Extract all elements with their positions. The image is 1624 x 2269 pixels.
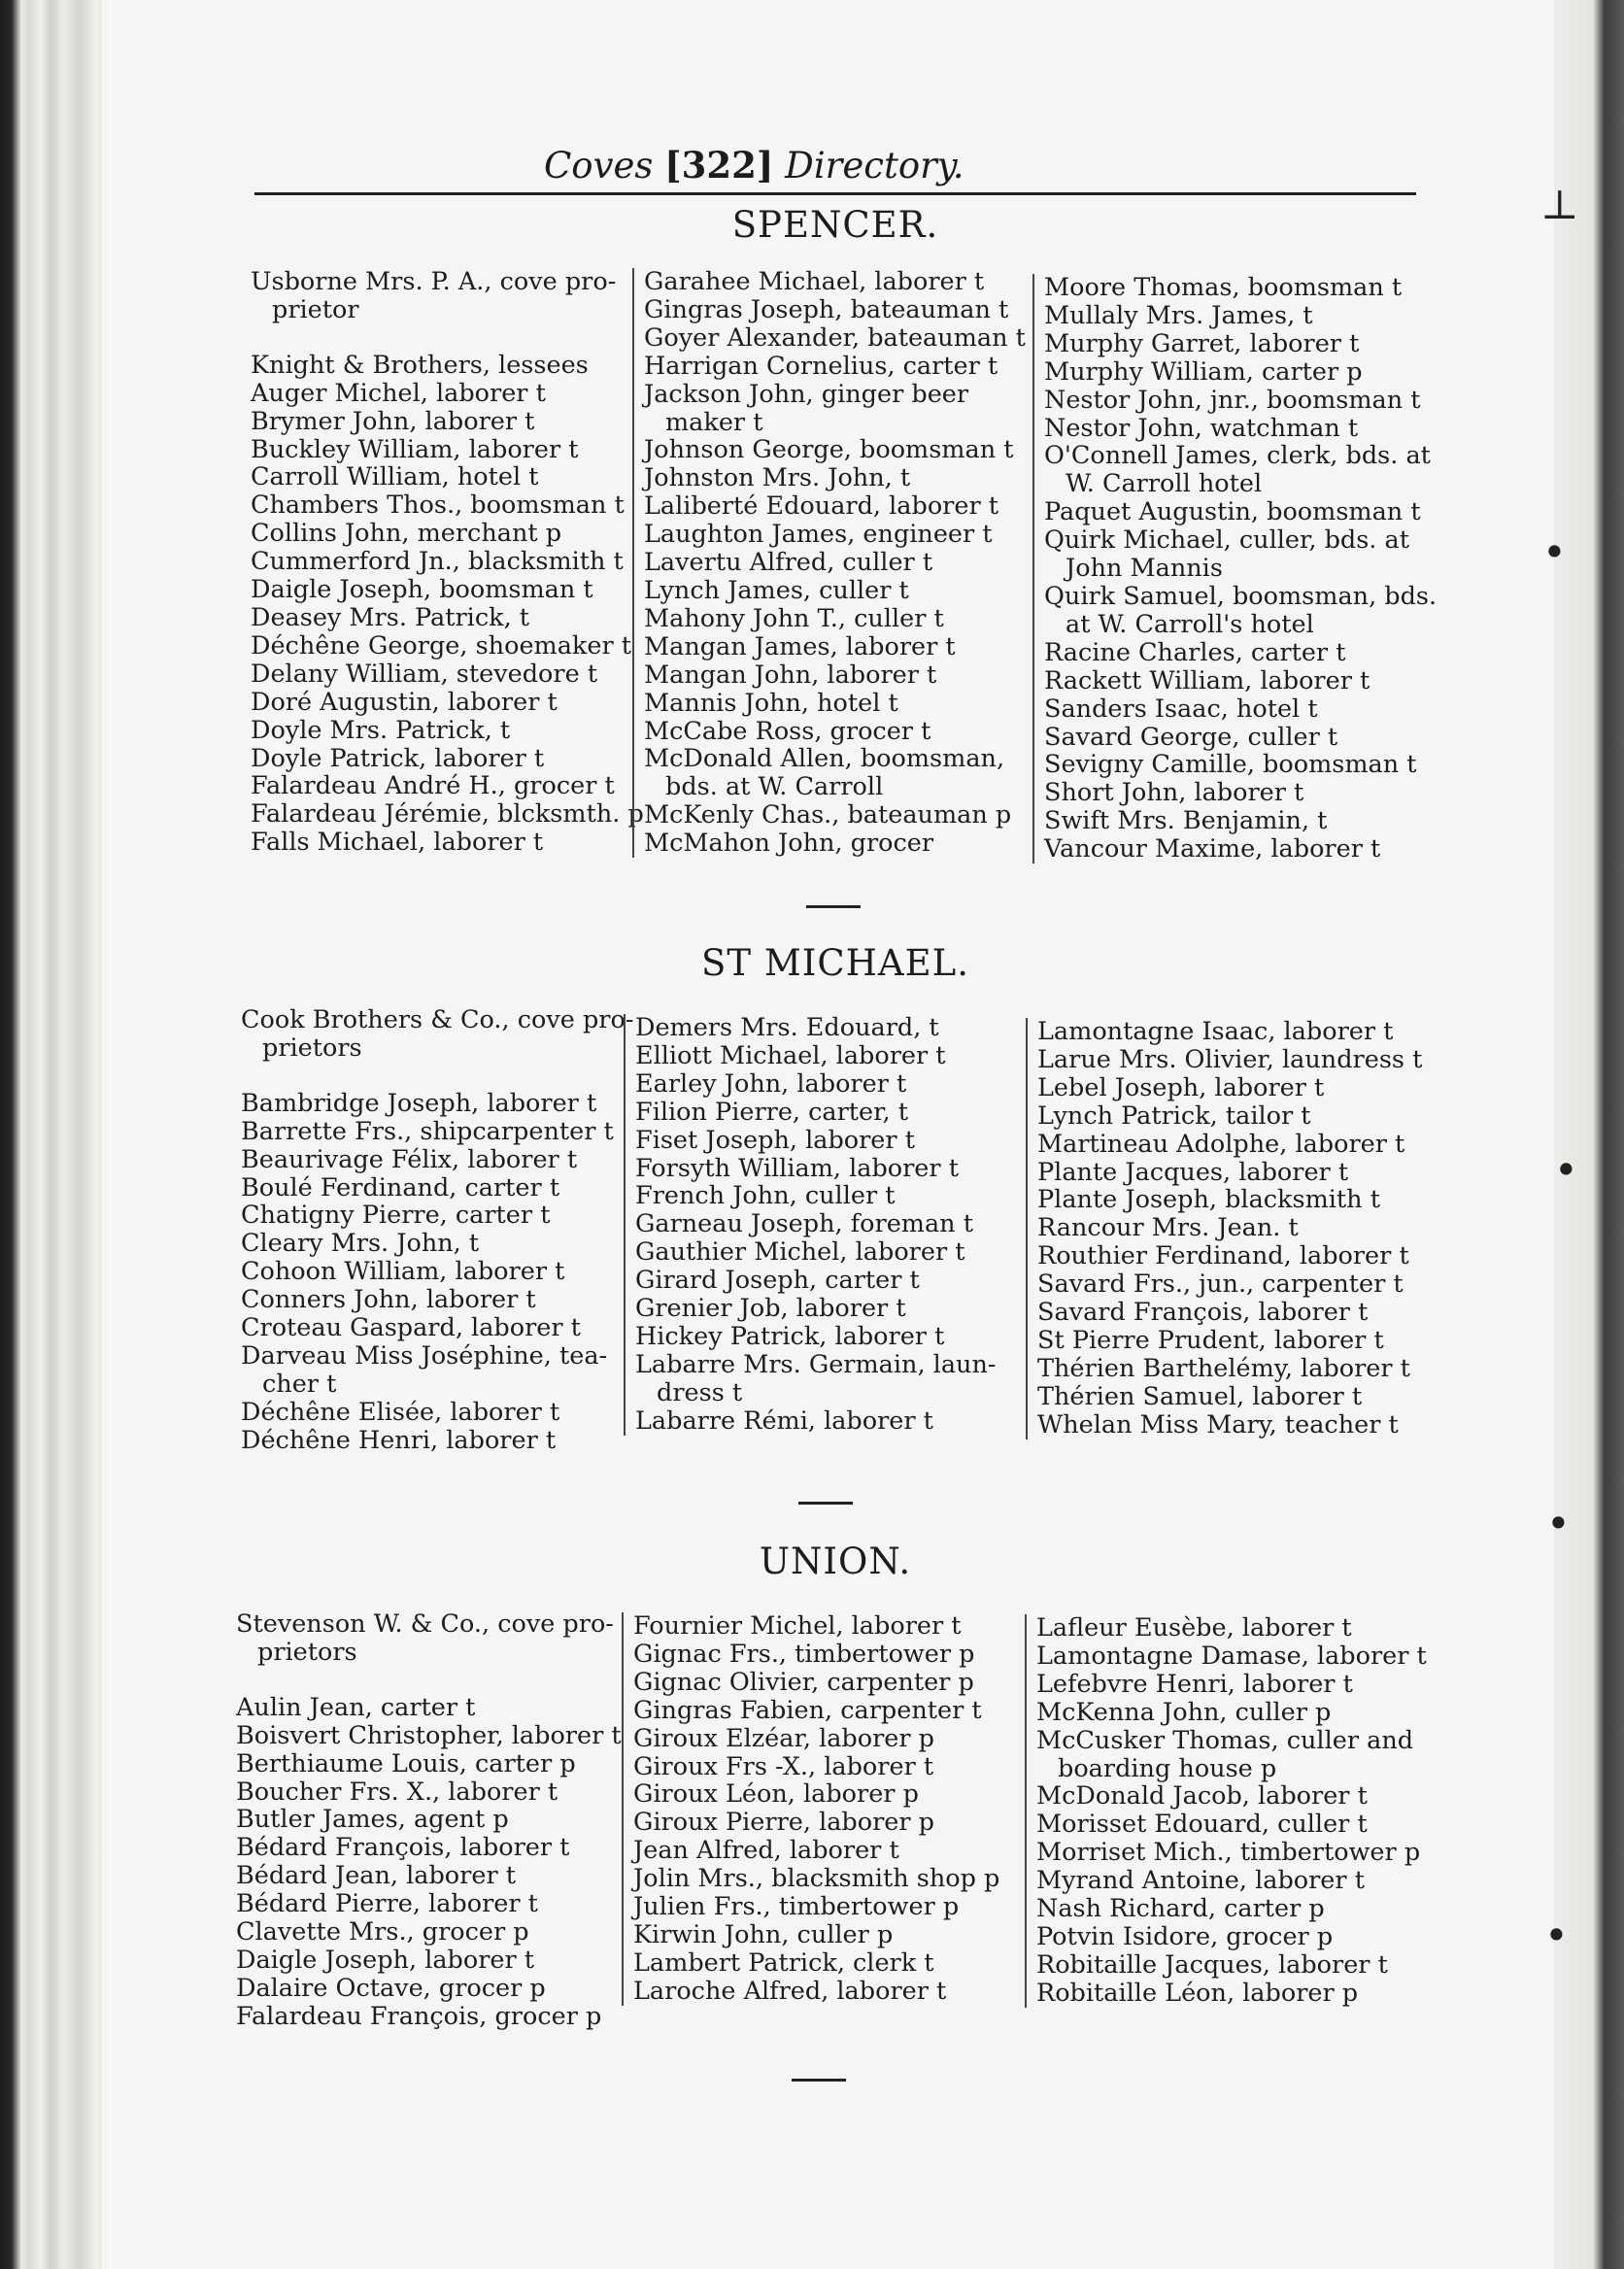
directory-entry: Carroll William, hotel t bbox=[251, 462, 539, 492]
directory-entry: Conners John, laborer t bbox=[241, 1285, 536, 1315]
directory-entry: Plante Joseph, blacksmith t bbox=[1037, 1185, 1380, 1215]
spencer-column-2 bbox=[632, 267, 1026, 859]
directory-entry: Fiset Joseph, laborer t bbox=[635, 1125, 915, 1155]
directory-entry: Doyle Patrick, laborer t bbox=[251, 743, 545, 773]
directory-entry: Nash Richard, carter p bbox=[1036, 1894, 1325, 1924]
directory-entry: Larue Mrs. Olivier, laundress t bbox=[1037, 1044, 1423, 1074]
directory-entry: Quirk Samuel, boomsman, bds. at W. Carroll's hotel bbox=[1044, 581, 1438, 639]
running-head-left: Coves bbox=[544, 145, 654, 186]
directory-entry: Lynch Patrick, tailor t bbox=[1037, 1101, 1311, 1131]
directory-entry: Routhier Ferdinand, laborer t bbox=[1037, 1241, 1409, 1271]
directory-entry: Delany William, stevedore t bbox=[251, 659, 598, 689]
directory-entry: McDonald Allen, boomsman, bds. at W. Carroll bbox=[644, 744, 1005, 802]
directory-entry: Harrigan Cornelius, carter t bbox=[644, 351, 998, 381]
directory-entry: Falardeau Jérémie, blcksmth. p bbox=[251, 799, 644, 830]
directory-entry: Mannis John, hotel t bbox=[644, 688, 898, 718]
directory-entry: Rancour Mrs. Jean. t bbox=[1037, 1213, 1299, 1243]
directory-entry: Butler James, agent p bbox=[236, 1805, 509, 1835]
book-spine bbox=[0, 0, 107, 2269]
directory-entry: Aulin Jean, carter t bbox=[236, 1692, 476, 1722]
directory-entry: Garneau Joseph, foreman t bbox=[635, 1209, 973, 1239]
directory-entry: Garahee Michael, laborer t bbox=[644, 267, 985, 296]
directory-entry: Filion Pierre, carter, t bbox=[635, 1097, 908, 1127]
directory-entry: Morisset Edouard, culler t bbox=[1036, 1810, 1368, 1840]
page-number: [322] bbox=[664, 144, 774, 186]
directory-entry: Bédard Jean, laborer t bbox=[236, 1861, 516, 1891]
directory-entry: Lamontagne Damase, laborer t bbox=[1036, 1641, 1427, 1671]
directory-entry: Dalaire Octave, grocer p bbox=[236, 1973, 546, 2003]
union-column-2 bbox=[622, 1612, 1007, 2006]
st-michael-column-3 bbox=[1026, 1018, 1431, 1439]
directory-entry: French John, culler t bbox=[635, 1181, 896, 1211]
directory-entry: Laughton James, engineer t bbox=[644, 520, 993, 550]
entry-gap bbox=[251, 324, 625, 352]
directory-entry: Beaurivage Félix, laborer t bbox=[241, 1144, 578, 1174]
directory-entry: Lefebvre Henri, laborer t bbox=[1036, 1669, 1353, 1699]
directory-entry: McMahon John, grocer bbox=[644, 829, 934, 859]
directory-entry: Lambert Patrick, clerk t bbox=[633, 1947, 934, 1978]
section-title-union: UNION. bbox=[759, 1541, 912, 1582]
directory-entry: Gingras Joseph, bateauman t bbox=[644, 294, 1009, 324]
directory-entry: Short John, laborer t bbox=[1044, 778, 1304, 808]
directory-entry: Johnson George, boomsman t bbox=[644, 435, 1014, 465]
section-separator bbox=[792, 2079, 846, 2082]
directory-entry: Julien Frs., timbertower p bbox=[633, 1892, 960, 1922]
directory-entry: O'Connell James, clerk, bds. at W. Carroll hotel bbox=[1044, 441, 1431, 499]
directory-entry: Gingras Fabien, carpenter t bbox=[633, 1695, 982, 1725]
directory-entry: Cook Brothers & Co., cove pro- prietors bbox=[241, 1005, 634, 1063]
directory-entry: Croteau Gaspard, laborer t bbox=[241, 1313, 581, 1343]
directory-entry: Mullaly Mrs. James, t bbox=[1044, 300, 1313, 330]
directory-entry: Earley John, laborer t bbox=[635, 1068, 907, 1099]
directory-entry: Sanders Isaac, hotel t bbox=[1044, 694, 1318, 724]
directory-entry: Kirwin John, culler p bbox=[633, 1919, 894, 1949]
running-head-right: Directory. bbox=[785, 145, 964, 186]
directory-entry: McKenly Chas., bateauman p bbox=[644, 800, 1012, 830]
directory-entry: Boulé Ferdinand, carter t bbox=[241, 1172, 560, 1202]
union-column-1 bbox=[236, 1609, 622, 2031]
directory-entry: Forsyth William, laborer t bbox=[635, 1153, 959, 1183]
header-rule bbox=[254, 192, 1416, 195]
directory-entry: Daigle Joseph, boomsman t bbox=[251, 575, 593, 605]
directory-entry: Brymer John, laborer t bbox=[251, 406, 535, 436]
directory-entry: Falardeau André H., grocer t bbox=[251, 771, 615, 801]
directory-entry: Murphy William, carter p bbox=[1044, 356, 1363, 387]
directory-entry: Rackett William, laborer t bbox=[1044, 665, 1370, 695]
directory-entry: Racine Charles, carter t bbox=[1044, 637, 1346, 667]
directory-entry: Bédard François, laborer t bbox=[236, 1833, 570, 1863]
directory-entry: McDonald Jacob, laborer t bbox=[1036, 1781, 1368, 1812]
directory-entry: Johnston Mrs. John, t bbox=[644, 463, 911, 493]
directory-entry: Robitaille Léon, laborer p bbox=[1036, 1978, 1359, 2008]
running-head bbox=[544, 144, 1127, 186]
directory-entry: Bambridge Joseph, laborer t bbox=[241, 1088, 597, 1118]
directory-entry: Doré Augustin, laborer t bbox=[251, 687, 558, 717]
directory-entry: Moore Thomas, boomsman t bbox=[1044, 273, 1403, 302]
st-michael-column-1 bbox=[241, 1005, 634, 1455]
directory-entry: Paquet Augustin, boomsman t bbox=[1044, 497, 1421, 527]
directory-entry: Mahony John T., culler t bbox=[644, 603, 944, 633]
directory-entry: McKenna John, culler p bbox=[1036, 1697, 1332, 1727]
directory-entry: Giroux Frs -X., laborer t bbox=[633, 1751, 934, 1781]
section-separator bbox=[806, 905, 861, 908]
directory-entry: Gignac Frs., timbertower p bbox=[633, 1639, 975, 1669]
directory-entry: Quirk Michael, culler, bds. at John Mannis bbox=[1044, 525, 1409, 584]
directory-entry: Falardeau François, grocer p bbox=[236, 2001, 602, 2031]
directory-entry: Gignac Olivier, carpenter p bbox=[633, 1667, 974, 1697]
directory-entry: Sevigny Camille, boomsman t bbox=[1044, 750, 1417, 780]
directory-entry: Déchêne Henri, laborer t bbox=[241, 1425, 557, 1455]
directory-entry: Labarre Rémi, laborer t bbox=[635, 1405, 933, 1436]
directory-entry: Potvin Isidore, grocer p bbox=[1036, 1921, 1334, 1951]
directory-entry: Goyer Alexander, bateauman t bbox=[644, 322, 1026, 353]
spencer-column-1 bbox=[251, 267, 644, 858]
directory-entry: Morriset Mich., timbertower p bbox=[1036, 1838, 1421, 1868]
binding-mark: ⊥ bbox=[1540, 181, 1579, 228]
directory-entry: Lynch James, culler t bbox=[644, 575, 909, 605]
directory-entry: Grenier Job, laborer t bbox=[635, 1294, 906, 1324]
section-title-spencer: SPENCER. bbox=[731, 204, 939, 246]
directory-entry: Girard Joseph, carter t bbox=[635, 1266, 920, 1296]
directory-entry: Labarre Mrs. Germain, laun- dress t bbox=[635, 1349, 997, 1407]
directory-entry: Swift Mrs. Benjamin, t bbox=[1044, 806, 1328, 836]
directory-entry: Stevenson W. & Co., cove pro- prietors bbox=[236, 1609, 614, 1667]
directory-entry: Jolin Mrs., blacksmith shop p bbox=[633, 1864, 1000, 1894]
directory-entry: Deasey Mrs. Patrick, t bbox=[251, 602, 530, 632]
directory-entry: Auger Michel, laborer t bbox=[251, 378, 546, 408]
spencer-column-3 bbox=[1032, 273, 1438, 864]
directory-entry: Thérien Barthelémy, laborer t bbox=[1037, 1353, 1410, 1383]
directory-entry: Savard Frs., jun., carpenter t bbox=[1037, 1270, 1404, 1300]
section-title-st-michael: ST MICHAEL. bbox=[701, 942, 969, 984]
binding-mark: • bbox=[1546, 1500, 1571, 1547]
directory-entry: Giroux Elzéar, laborer p bbox=[633, 1723, 935, 1753]
directory-entry: Nestor John, jnr., boomsman t bbox=[1044, 385, 1421, 415]
directory-entry: Cohoon William, laborer t bbox=[241, 1257, 565, 1287]
directory-entry: Lavertu Alfred, culler t bbox=[644, 548, 933, 578]
directory-entry: Boucher Frs. X., laborer t bbox=[236, 1777, 558, 1807]
directory-entry: Clavette Mrs., grocer p bbox=[236, 1917, 529, 1947]
directory-entry: Thérien Samuel, laborer t bbox=[1037, 1381, 1363, 1411]
directory-entry: Murphy Garret, laborer t bbox=[1044, 328, 1360, 358]
directory-entry: Demers Mrs. Edouard, t bbox=[635, 1013, 939, 1042]
directory-entry: Collins John, merchant p bbox=[251, 519, 562, 549]
directory-entry: Jackson John, ginger beer maker t bbox=[644, 379, 969, 437]
directory-entry: McCusker Thomas, culler and boarding house p bbox=[1036, 1725, 1414, 1783]
directory-entry: Elliott Michael, laborer t bbox=[635, 1040, 946, 1070]
directory-entry: Laliberté Edouard, laborer t bbox=[644, 491, 998, 522]
directory-entry: Chatigny Pierre, carter t bbox=[241, 1201, 551, 1231]
directory-entry: Nestor John, watchman t bbox=[1044, 413, 1359, 443]
directory-entry: Savard François, laborer t bbox=[1037, 1298, 1369, 1328]
directory-entry: Berthiaume Louis, carter p bbox=[236, 1748, 576, 1778]
directory-entry: McCabe Ross, grocer t bbox=[644, 716, 931, 746]
directory-entry: Daigle Joseph, laborer t bbox=[236, 1945, 535, 1975]
directory-entry: Gauthier Michel, laborer t bbox=[635, 1237, 965, 1268]
entry-gap bbox=[241, 1063, 615, 1090]
directory-entry: Mangan John, laborer t bbox=[644, 660, 937, 690]
binding-mark: • bbox=[1544, 1912, 1569, 1959]
st-michael-column-2 bbox=[624, 1014, 1009, 1436]
directory-entry: Plante Jacques, laborer t bbox=[1037, 1157, 1349, 1187]
directory-entry: Hickey Patrick, laborer t bbox=[635, 1321, 945, 1351]
directory-entry: Knight & Brothers, lessees bbox=[251, 350, 589, 380]
directory-entry: Falls Michael, laborer t bbox=[251, 828, 544, 858]
directory-entry: Chambers Thos., boomsman t bbox=[251, 491, 625, 521]
directory-entry: Giroux Pierre, laborer p bbox=[633, 1808, 934, 1838]
directory-entry: Giroux Léon, laborer p bbox=[633, 1779, 919, 1810]
directory-entry: Cummerford Jn., blacksmith t bbox=[251, 547, 624, 577]
directory-entry: Déchêne George, shoemaker t bbox=[251, 630, 632, 660]
directory-entry: Usborne Mrs. P. A., cove pro- prietor bbox=[251, 267, 617, 324]
directory-entry: Savard George, culler t bbox=[1044, 722, 1338, 752]
directory-entry: Boisvert Christopher, laborer t bbox=[236, 1720, 622, 1750]
directory-entry: St Pierre Prudent, laborer t bbox=[1037, 1325, 1384, 1355]
directory-entry: Barrette Frs., shipcarpenter t bbox=[241, 1116, 614, 1146]
union-column-3 bbox=[1025, 1614, 1430, 2008]
directory-entry: Doyle Mrs. Patrick, t bbox=[251, 715, 511, 745]
directory-entry: Lamontagne Isaac, laborer t bbox=[1037, 1017, 1394, 1046]
directory-entry: Fournier Michel, laborer t bbox=[633, 1611, 962, 1641]
directory-entry: Mangan James, laborer t bbox=[644, 631, 956, 661]
entry-gap bbox=[236, 1667, 610, 1694]
directory-entry: Myrand Antoine, laborer t bbox=[1036, 1866, 1365, 1896]
binding-mark: • bbox=[1554, 1146, 1578, 1194]
directory-entry: Déchêne Elisée, laborer t bbox=[241, 1397, 560, 1427]
directory-entry: Buckley William, laborer t bbox=[251, 434, 579, 464]
section-separator bbox=[798, 1502, 853, 1505]
directory-entry: Lafleur Eusèbe, laborer t bbox=[1036, 1613, 1352, 1642]
directory-entry: Darveau Miss Joséphine, tea- cher t bbox=[241, 1340, 608, 1399]
directory-entry: Martineau Adolphe, laborer t bbox=[1037, 1129, 1405, 1159]
directory-entry: Jean Alfred, laborer t bbox=[633, 1836, 899, 1866]
directory-entry: Cleary Mrs. John, t bbox=[241, 1229, 480, 1259]
directory-entry: Laroche Alfred, laborer t bbox=[633, 1976, 947, 2006]
directory-entry: Bédard Pierre, laborer t bbox=[236, 1889, 538, 1919]
binding-mark: • bbox=[1542, 528, 1567, 576]
directory-entry: Whelan Miss Mary, teacher t bbox=[1037, 1409, 1399, 1439]
directory-entry: Vancour Maxime, laborer t bbox=[1044, 834, 1381, 864]
directory-entry: Lebel Joseph, laborer t bbox=[1037, 1072, 1325, 1102]
directory-entry: Robitaille Jacques, laborer t bbox=[1036, 1949, 1388, 1980]
